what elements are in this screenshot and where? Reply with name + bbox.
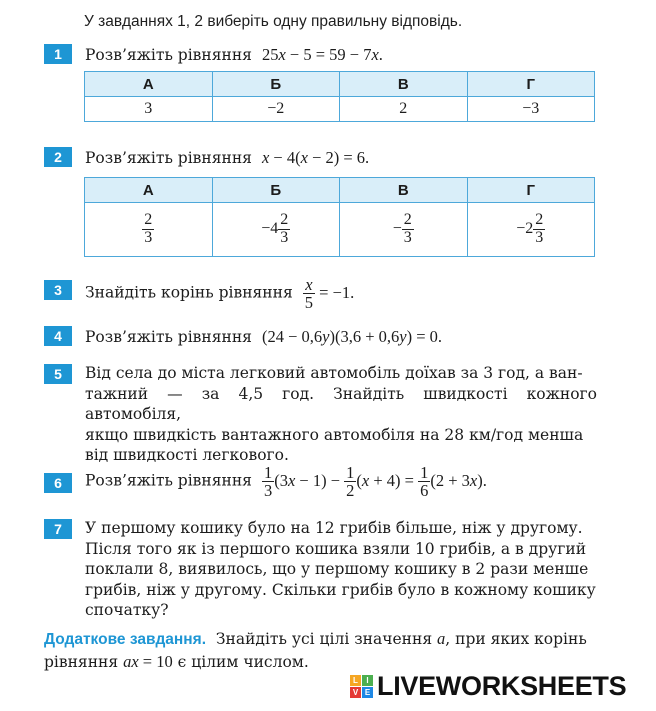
task-1-option-b[interactable]: −2 [212,97,340,122]
task-7-text: У першому кошику було на 12 грибів більше, ніж у другому. Після того як із першого кошика взяли 10 грибів, а в другий поклали 8, виявилось, що у першому кошику в 2 рази менше грибів, ніж у другому. Скільки грибів було в кожному кошику спочатку? [85,519,596,619]
task-7-number: 7 [44,519,72,539]
option-header-b: Б [212,72,340,97]
option-header-a: А [85,178,213,203]
task-2-option-b[interactable]: −4 $\frac{2}{3}$ [212,203,340,257]
option-header-v: В [340,178,468,203]
extra-task: Додаткове завдання. Знайдіть усі цілі значення a, при яких корінь рівняння ax = 10 є цілим числом. [44,629,587,671]
task-2-options-table [84,177,595,257]
task-2-number: 2 [44,147,72,167]
task-1-prompt: Розв’яжіть рівняння 25x − 5 = 59 − 7x. [85,45,383,64]
task-2-option-v[interactable]: − $\frac{2}{3}$ [340,203,468,257]
option-header-a: А [85,72,213,97]
task-1-options-table [84,71,595,122]
task-3-prompt: Знайдіть корінь рівняння $\frac{x}{5}$ = −1. [85,275,355,313]
task-2-prompt: Розв’яжіть рівняння x − 4(x − 2) = 6. [85,148,370,167]
extra-task-label: Додаткове завдання. [44,631,207,648]
task-1-equation: 25x − 5 = 59 − 7x. [261,45,383,64]
logo-mark-icon: L I V E [350,675,373,698]
task-6-equation: $\frac{1}{3}$ (3x − 1) − $\frac{1}{2}$ (x + 4) = $\frac{1}{6}$ (2 + 3x). [263,463,487,501]
task-2-equation: x − 4(x − 2) = 6. [261,148,370,167]
option-header-g: Г [467,72,595,97]
task-6-prompt: Розв’яжіть рівняння $\frac{1}{3}$ (3x − 1) − $\frac{1}{2}$ (x + 4) = $\frac{1}{6}$ (2 + 3x). [85,463,487,501]
task-1-option-v[interactable]: 2 [340,97,468,122]
task-1-number: 1 [44,44,72,64]
liveworksheets-logo [350,671,626,701]
task-4-prompt: Розв’яжіть рівняння (24 − 0,6y)(3,6 + 0,6y) = 0. [85,327,443,346]
instructions: У завданнях 1, 2 виберіть одну правильну відповідь. [84,13,463,30]
option-header-g: Г [467,178,595,203]
option-header-b: Б [212,178,340,203]
task-4-equation: (24 − 0,6y)(3,6 + 0,6y) = 0. [261,327,443,346]
task-5-number: 5 [44,364,72,384]
brand-name: LIVEWORKSHEETS [377,670,627,701]
task-1-option-g[interactable]: −3 [467,97,595,122]
task-5-text: Від села до міста легковий автомобіль доїхав за 3 год, а ван- тажний — за 4,5 год. Знайдіть швидкості кожного автомобіля, якщо швидкість вантажного автомобіля на 28 км/год менша від швидкості легкового. [85,364,597,464]
task-2-option-a[interactable]: $\frac{2}{3}$ [85,203,213,257]
option-header-v: В [340,72,468,97]
task-6-number: 6 [44,473,72,493]
task-3-number: 3 [44,280,72,300]
task-4-number: 4 [44,326,72,346]
task-3-equation: $\frac{x}{5}$ = −1. [304,275,355,313]
task-1-option-a[interactable]: 3 [85,97,213,122]
task-2-option-g[interactable]: −2 $\frac{2}{3}$ [467,203,595,257]
